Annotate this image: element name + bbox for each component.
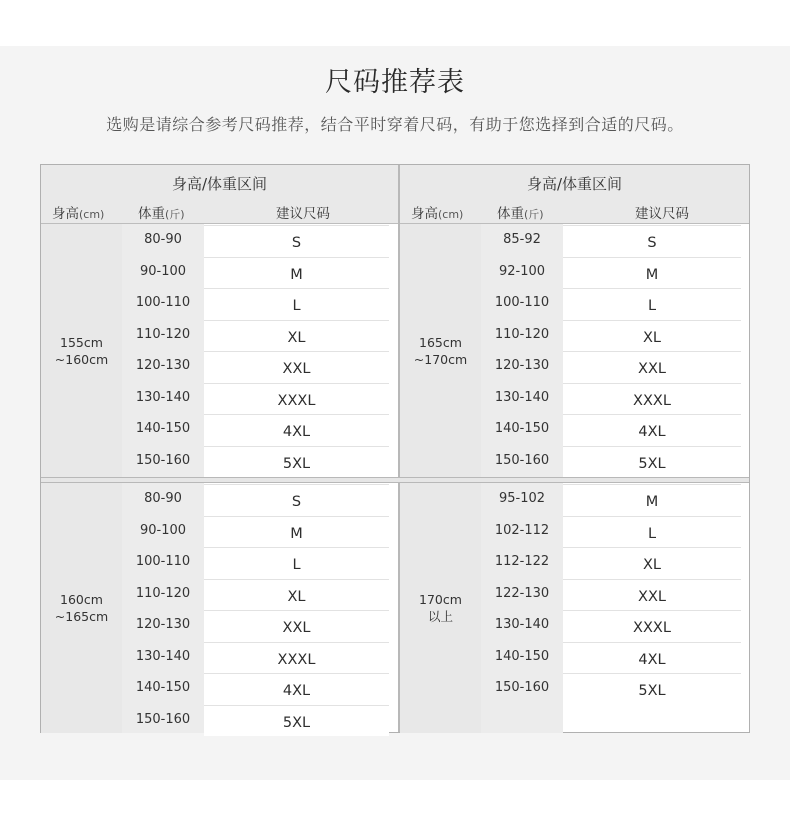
size-cell: L <box>563 516 741 547</box>
weight-cell: 100-110 <box>135 295 191 310</box>
weight-cell: 92-100 <box>498 263 546 279</box>
weight-cell: 150-160 <box>135 711 191 727</box>
size-cell: 4XL <box>204 414 389 445</box>
weight-cell: 130-140 <box>494 617 550 632</box>
size-cell: M <box>204 516 389 547</box>
weight-cell: 150-160 <box>135 452 191 468</box>
weight-cell: 110-120 <box>135 326 191 342</box>
weight-cell: 90-100 <box>139 522 187 538</box>
weight-cell: 150-160 <box>494 452 550 468</box>
header-height-unit: (cm) <box>438 208 464 221</box>
size-cell: M <box>204 257 389 288</box>
size-cell: 5XL <box>204 446 389 477</box>
header-weight-label: 体重 <box>138 206 165 222</box>
table-header-left <box>41 165 398 224</box>
header-weight-unit: (斤) <box>524 208 544 221</box>
table-row <box>400 320 749 351</box>
size-cell: L <box>204 288 389 319</box>
size-cell: XL <box>563 320 741 351</box>
size-cell: S <box>563 225 741 256</box>
size-cell: 4XL <box>563 642 741 673</box>
table-row <box>41 673 398 704</box>
header-weight-unit: (斤) <box>165 208 185 221</box>
size-cell: L <box>563 288 741 319</box>
size-cell: 5XL <box>563 673 741 704</box>
weight-cell: 150-160 <box>494 680 550 695</box>
header-height <box>52 202 104 222</box>
size-cell: M <box>563 484 741 515</box>
size-cell: 4XL <box>204 673 389 704</box>
header-size: 建议尺码 <box>635 206 689 222</box>
table-header-right <box>400 165 749 224</box>
size-cell: XXXL <box>563 383 741 414</box>
table-row <box>41 579 398 610</box>
table-row <box>41 642 398 673</box>
weight-cell: 140-150 <box>494 421 550 436</box>
table-row <box>400 484 749 515</box>
weight-cell: 100-110 <box>135 554 191 569</box>
weight-cell: 85-92 <box>503 232 541 247</box>
height-range-line2: ~165cm <box>54 609 109 624</box>
weight-cell: 120-130 <box>135 617 191 632</box>
table-row <box>400 351 749 382</box>
size-cell: S <box>204 484 389 515</box>
height-range-line1: 170cm <box>419 592 462 607</box>
table-row <box>400 225 749 256</box>
header-group-label: 身高/体重区间 <box>171 175 268 193</box>
height-range-line2: 以上 <box>427 609 453 624</box>
size-cell: XXL <box>204 610 389 641</box>
weight-cell: 130-140 <box>135 389 191 405</box>
weight-cell: 112-122 <box>494 554 550 569</box>
weight-cell: 80-90 <box>144 491 182 506</box>
table-row <box>41 257 398 288</box>
table-row <box>41 414 398 445</box>
height-group <box>41 483 398 733</box>
table-row <box>41 484 398 515</box>
table-row <box>400 547 749 578</box>
size-cell: XXL <box>563 351 741 382</box>
size-cell: XL <box>204 579 389 610</box>
header-size: 建议尺码 <box>276 206 330 222</box>
header-weight-label: 体重 <box>497 206 524 222</box>
size-cell: XXXL <box>204 383 389 414</box>
weight-cell: 120-130 <box>135 358 191 373</box>
header-height-label: 身高 <box>411 206 438 222</box>
size-cell: 5XL <box>563 446 741 477</box>
size-table-right <box>400 165 749 732</box>
weight-cell: 110-120 <box>135 585 191 601</box>
size-cell: M <box>563 257 741 288</box>
weight-cell: 110-120 <box>494 326 550 342</box>
size-cell: 5XL <box>204 705 389 736</box>
table-row <box>41 705 398 736</box>
table-row <box>41 610 398 641</box>
table-row <box>41 288 398 319</box>
weight-cell: 80-90 <box>144 232 182 247</box>
height-range-line1: 160cm <box>60 592 103 607</box>
header-height-unit: (cm) <box>79 208 105 221</box>
page-subtitle: 选购是请综合参考尺码推荐，结合平时穿着尺码，有助于您选择到合适的尺码。 <box>106 115 684 134</box>
size-cell: S <box>204 225 389 256</box>
height-range-line1: 155cm <box>60 334 103 350</box>
weight-cell: 140-150 <box>494 648 550 664</box>
height-range-line2: ~160cm <box>54 351 109 367</box>
weight-cell: 140-150 <box>135 421 191 436</box>
size-cell: XXXL <box>563 610 741 641</box>
size-cell: XL <box>563 547 741 578</box>
table-row <box>400 642 749 673</box>
header-weight <box>497 202 544 222</box>
header-height <box>411 202 463 222</box>
table-row <box>400 288 749 319</box>
weight-cell: 130-140 <box>135 648 191 664</box>
weight-cell: 130-140 <box>494 389 550 405</box>
page-title: 尺码推荐表 <box>325 67 465 98</box>
height-range-line1: 165cm <box>419 334 462 350</box>
table-row <box>400 673 749 704</box>
size-cell: XL <box>204 320 389 351</box>
size-table <box>40 164 750 733</box>
height-group <box>400 224 749 477</box>
table-row <box>41 547 398 578</box>
table-row <box>41 320 398 351</box>
table-row <box>41 351 398 382</box>
weight-cell: 90-100 <box>139 263 187 279</box>
weight-cell: 102-112 <box>494 522 550 538</box>
table-row <box>400 579 749 610</box>
table-row <box>400 446 749 477</box>
size-cell: XXL <box>563 579 741 610</box>
size-cell: XXXL <box>204 642 389 673</box>
table-row <box>400 610 749 641</box>
size-cell: 4XL <box>563 414 741 445</box>
header-height-label: 身高 <box>52 206 79 222</box>
table-row <box>41 516 398 547</box>
weight-cell: 120-130 <box>494 358 550 373</box>
table-row <box>41 446 398 477</box>
table-row <box>400 516 749 547</box>
weight-cell: 100-110 <box>494 295 550 310</box>
table-row <box>400 414 749 445</box>
table-row <box>400 257 749 288</box>
weight-cell: 122-130 <box>494 585 550 601</box>
table-row <box>41 225 398 256</box>
height-group <box>400 483 749 733</box>
weight-cell: 140-150 <box>135 680 191 695</box>
size-cell: XXL <box>204 351 389 382</box>
table-row <box>41 383 398 414</box>
height-range-line2: ~170cm <box>413 351 468 367</box>
size-cell: L <box>204 547 389 578</box>
row-divider <box>41 477 749 483</box>
weight-cell: 95-102 <box>498 491 546 506</box>
size-table-left <box>41 165 398 732</box>
table-row <box>400 383 749 414</box>
header-weight <box>138 202 185 222</box>
height-group <box>41 224 398 477</box>
header-group-label: 身高/体重区间 <box>526 175 623 193</box>
